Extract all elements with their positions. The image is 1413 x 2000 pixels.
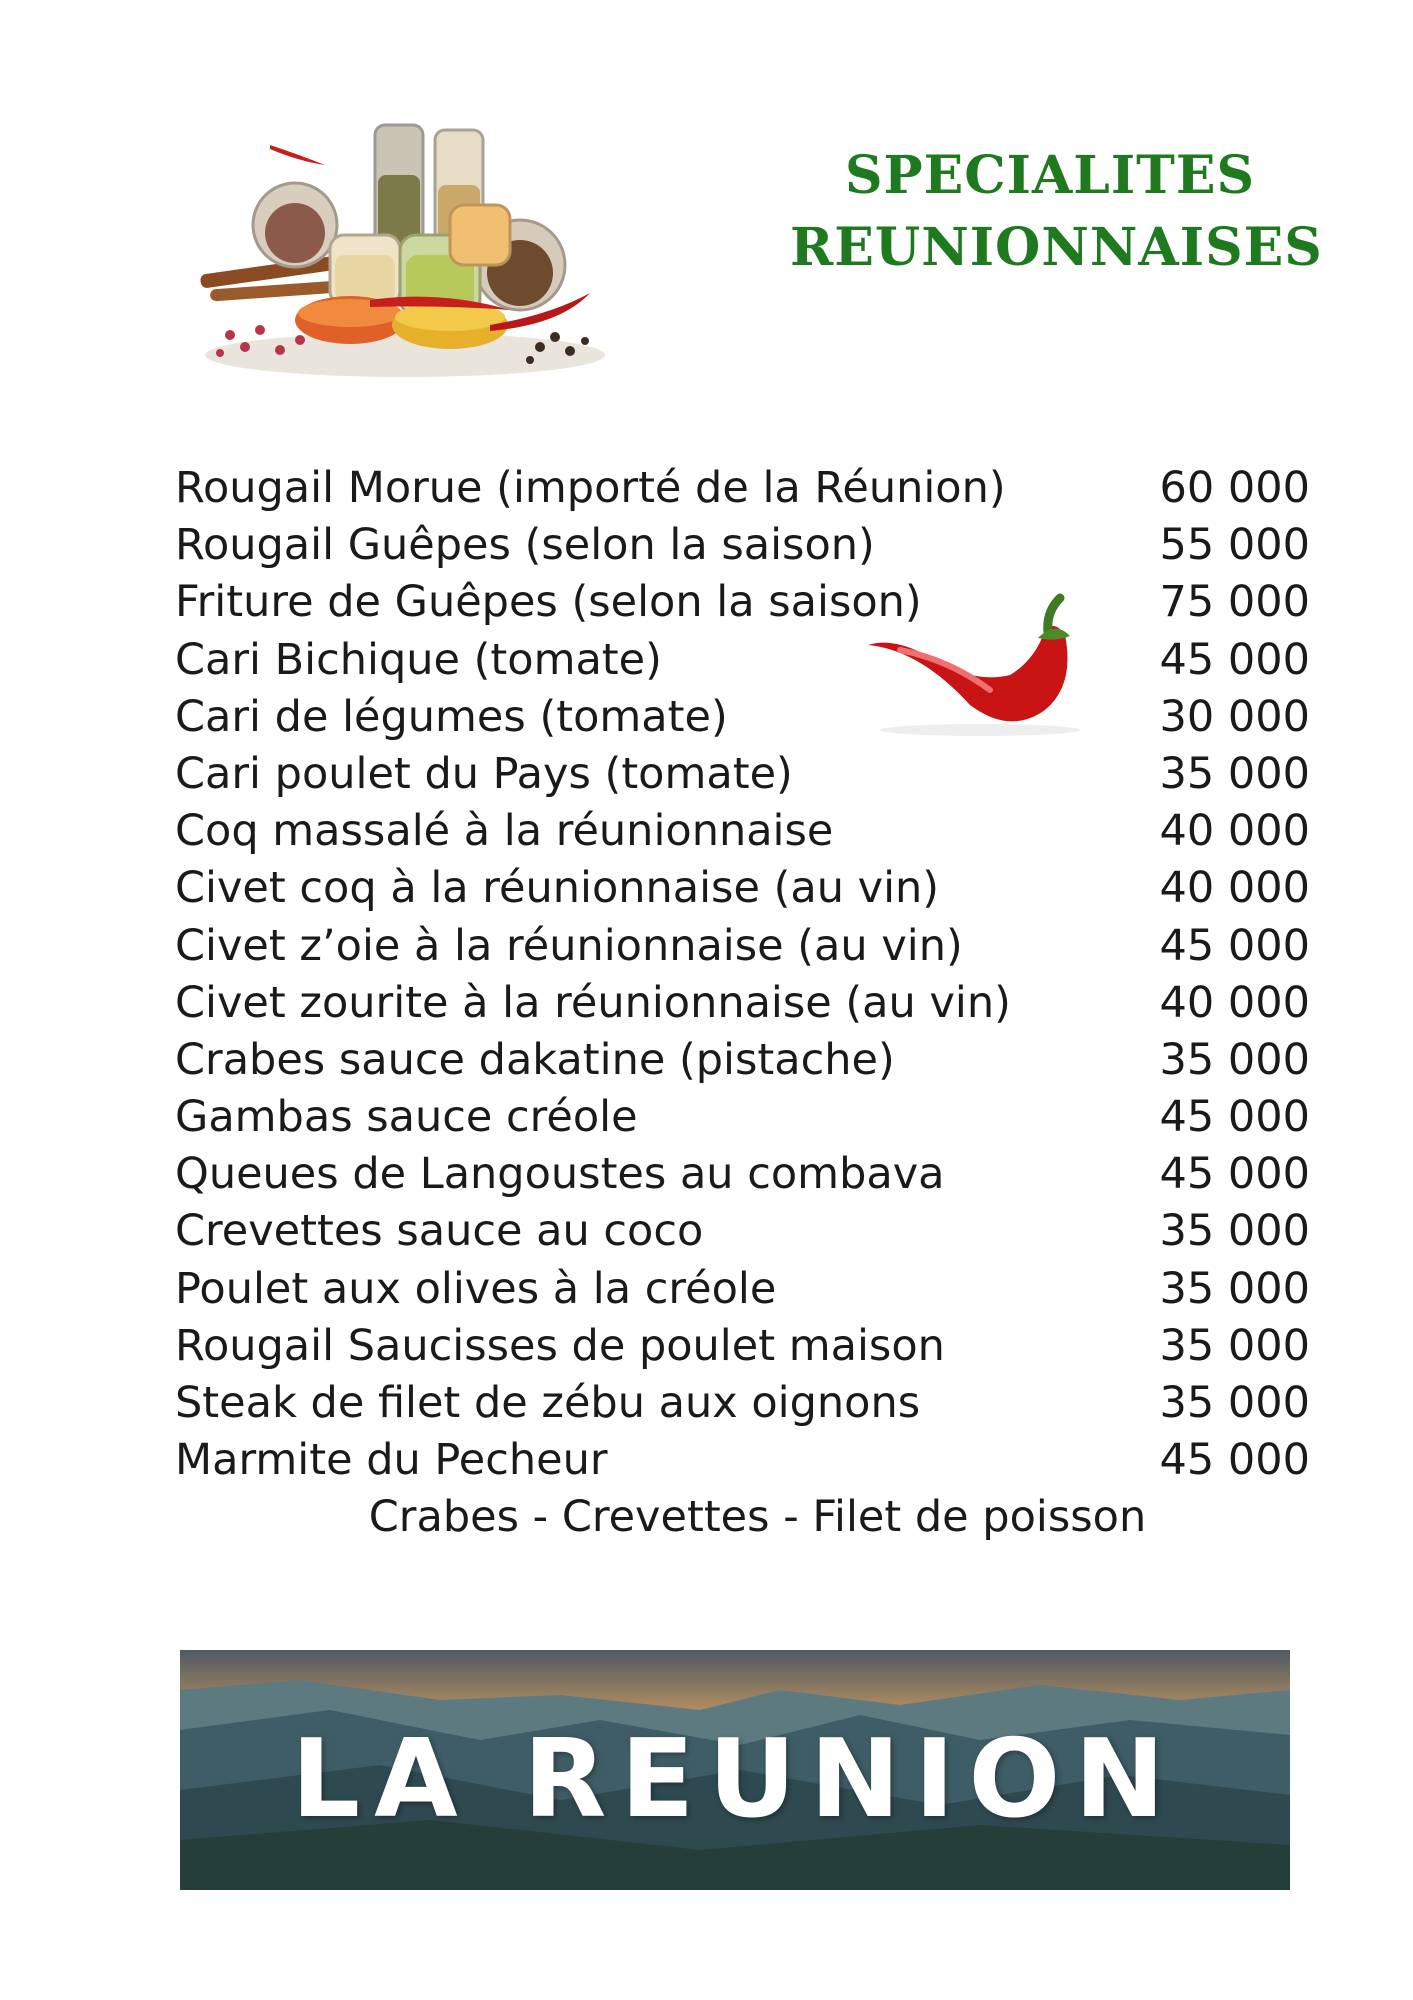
menu-item-price: 40 000 <box>1159 863 1310 914</box>
menu-item-name: Civet zourite à la réunionnaise (au vin) <box>175 977 1011 1028</box>
banner-title: LA REUNION <box>291 1717 1179 1842</box>
menu-item-price: 35 000 <box>1159 1378 1310 1428</box>
menu-item-name: Cari poulet du Pays (tomate) <box>175 748 793 799</box>
menu-item-price: 35 000 <box>1159 1034 1310 1085</box>
menu-item <box>175 860 1310 917</box>
menu-item <box>175 1375 1310 1432</box>
menu-item-name: Civet coq à la réunionnaise (au vin) <box>175 863 940 914</box>
spice-jars-image <box>190 115 620 385</box>
menu-item <box>175 803 1310 860</box>
menu-item <box>175 1203 1310 1260</box>
menu-item-price: 35 000 <box>1159 748 1310 799</box>
menu-item-price: 45 000 <box>1159 1092 1310 1143</box>
menu-item <box>175 689 1310 746</box>
title-line-1: SPECIALITES <box>844 145 1256 206</box>
menu-item-name: Civet z’oie à la réunionnaise (au vin) <box>175 920 963 971</box>
menu-item-name: Marmite du Pecheur <box>175 1435 608 1486</box>
menu-item-name: Cari de légumes (tomate) <box>175 691 728 742</box>
menu-item-price: 30 000 <box>1159 691 1310 742</box>
menu-item-name: Queues de Langoustes au combava <box>175 1149 945 1200</box>
menu-item-name: Rougail Saucisses de poulet maison <box>175 1320 945 1371</box>
menu-item-name: Friture de Guêpes (selon la saison) <box>175 577 922 628</box>
menu-item-price: 35 000 <box>1159 1206 1310 1257</box>
menu-item-name: Crevettes sauce au coco <box>175 1206 704 1257</box>
menu-item-price: 45 000 <box>1159 920 1310 971</box>
title-line-2: REUNIONNAISES <box>790 217 1323 278</box>
menu-item-price: 35 000 <box>1159 1320 1310 1371</box>
menu-item <box>175 460 1310 517</box>
page-title <box>790 140 1323 284</box>
menu-item-price: 60 000 <box>1159 463 1310 513</box>
menu-item-price: 45 000 <box>1159 1435 1310 1486</box>
menu-item-price: 40 000 <box>1159 977 1310 1028</box>
menu-item <box>175 1432 1310 1489</box>
menu-item-price: 55 000 <box>1159 520 1310 571</box>
menu-item <box>175 746 1310 803</box>
menu-item-name: Gambas sauce créole <box>175 1092 638 1143</box>
menu-item-price: 45 000 <box>1159 634 1310 685</box>
la-reunion-banner <box>180 1650 1290 1890</box>
menu-item-price: 35 000 <box>1159 1263 1310 1314</box>
menu-item <box>175 918 1310 975</box>
menu-item <box>175 574 1310 631</box>
menu-list <box>175 460 1310 1546</box>
menu-item-name: Crabes sauce dakatine (pistache) <box>175 1034 895 1085</box>
menu-item-name: Cari Bichique (tomate) <box>175 634 662 685</box>
menu-item <box>175 1146 1310 1203</box>
menu-item <box>175 517 1310 574</box>
menu-item <box>175 632 1310 689</box>
menu-item <box>175 1318 1310 1375</box>
menu-item-name: Steak de filet de zébu aux oignons <box>175 1378 921 1428</box>
menu-item-name: Rougail Guêpes (selon la saison) <box>175 520 875 571</box>
menu-item <box>175 975 1310 1032</box>
menu-item-name: Rougail Morue (importé de la Réunion) <box>175 463 1006 513</box>
menu-item-price: 45 000 <box>1159 1149 1310 1200</box>
menu-item <box>175 1032 1310 1089</box>
menu-item-price: 40 000 <box>1159 806 1310 857</box>
menu-item-price: 75 000 <box>1159 577 1310 628</box>
menu-item <box>175 1261 1310 1318</box>
marmite-detail: Crabes - Crevettes - Filet de poisson <box>368 1492 1147 1543</box>
menu-item <box>175 1089 1310 1146</box>
menu-item-name: Poulet aux olives à la créole <box>175 1263 777 1314</box>
menu-item-name: Coq massalé à la réunionnaise <box>175 806 834 857</box>
